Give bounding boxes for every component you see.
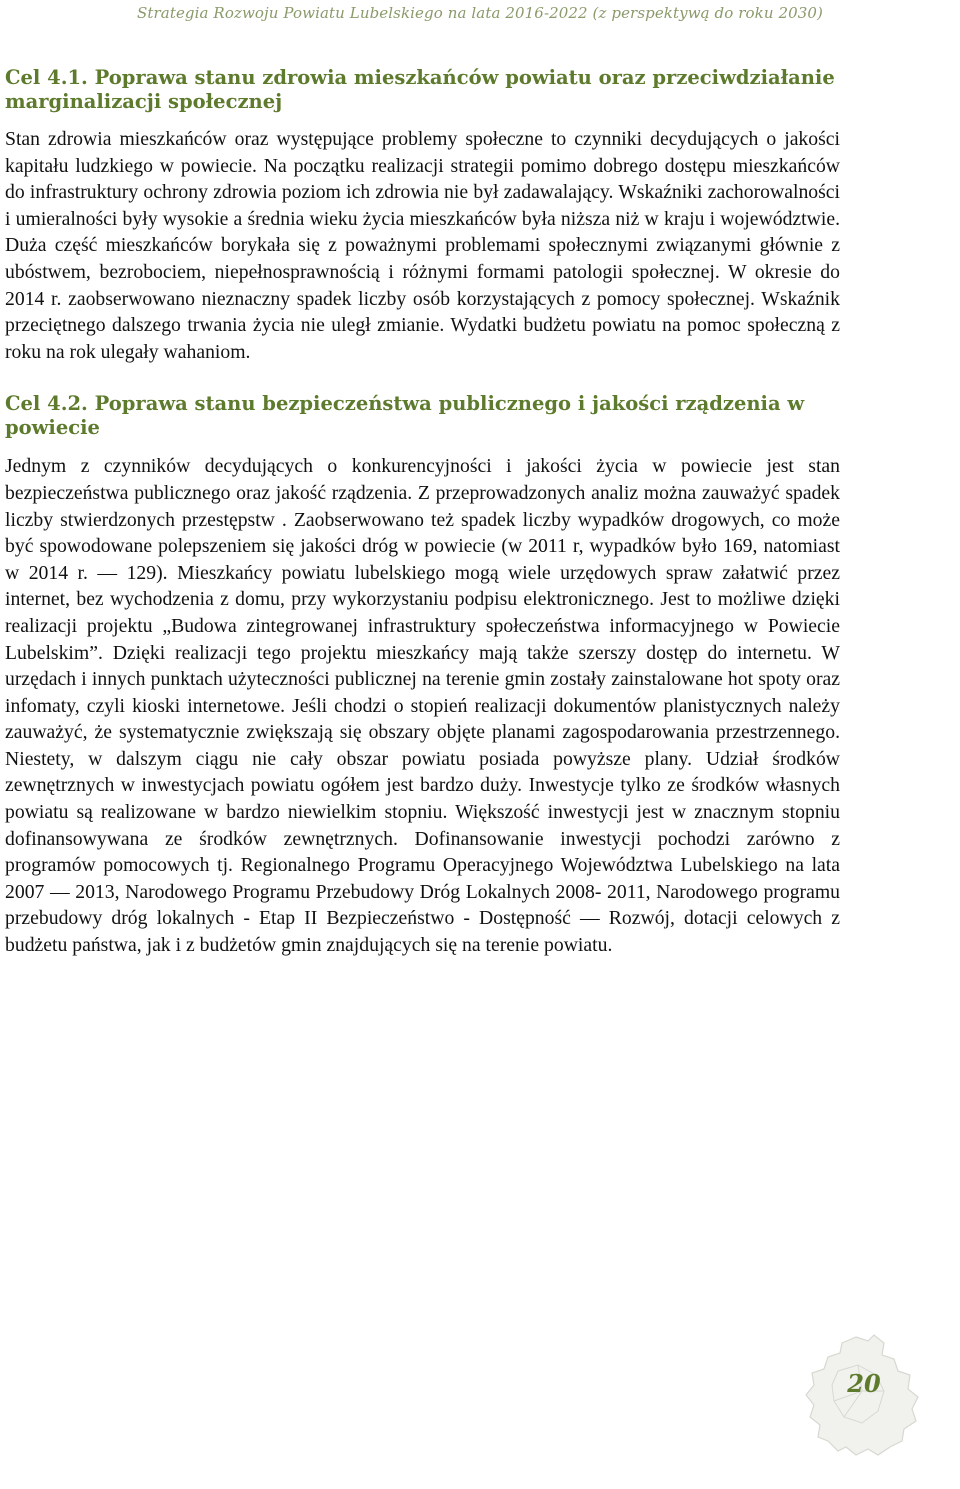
section-code: Cel 4.1.	[5, 66, 88, 89]
running-header: Strategia Rozwoju Powiatu Lubelskiego na lata 2016-2022 (z perspektywą do roku 2030)	[137, 4, 823, 22]
section-paragraph-4-1: Stan zdrowia mieszkańców oraz występujące problemy społeczne to czynniki decydujących o jakości kapitału ludzkiego w powiecie. Na początku realizacji strategii pomimo dobrego dostępu mieszkańców do infrastruktury ochrony zdrowia poziom ich zdrowia nie był zadawalający. Wskaźniki zachorowalności i umieralności były wysokie a średnia wieku życia mieszkańców była niższa niż w kraju i województwie. Duża część mieszkańców borykała się z poważnymi problemami społecznymi związanymi głównie z ubóstwem, bezrobociem, niepełnosprawnością i różnymi formami patologii społecznej. W okresie do 2014 r. zaobserwowano nieznaczny spadek liczby osób korzystających z pomocy społecznej. Wskaźnik przeciętnego dalszego trwania życia nie uległ zmianie. Wydatki budżetu powiatu na pomoc społeczną z roku na rok ulegały wahaniom.	[5, 128, 840, 363]
section-title: Poprawa stanu bezpieczeństwa publicznego i jakości rządzenia w powiecie	[5, 392, 805, 440]
section-code: Cel 4.2.	[5, 392, 88, 416]
page-badge	[798, 1331, 928, 1461]
section-heading-4-2	[5, 392, 840, 440]
section-title: Poprawa stanu zdrowia mieszkańców powiatu oraz przeciwdziałanie marginalizacji społecznej	[5, 66, 835, 113]
document-body	[5, 66, 840, 959]
section-paragraph-4-2: Jednym z czynników decydujących o konkurencyjności i jakości życia w powiecie jest stan bezpieczeństwa publicznego oraz jakość rządzenia. Z przeprowadzonych analiz można zauważyć spadek liczby stwierdzonych przestępstw . Zaobserwowano też spadek liczby wypadków drogowych, co może być spowodowane polepszeniem się jakości dróg w powiecie (w 2011 r, wypadków było 169, natomiast w 2014 r. — 129). Mieszkańcy powiatu lubelskiego mogą wiele urzędowych spraw załatwić przez internet, bez wychodzenia z domu, przy wykorzystaniu podpisu elektronicznego. Jest to możliwe dzięki realizacji projektu „Budowa zintegrowanej infrastruktury społeczeństwa informacyjnego w Powiecie Lubelskim”. Dzięki realizacji tego projektu mieszkańcy mają także szerszy dostęp do internetu. W urzędach i innych punktach użyteczności publicznej na terenie gmin zostały zainstalowane hot spoty oraz infomaty, czyli kioski internetowe. Jeśli chodzi o stopień realizacji dokumentów planistycznych należy zauważyć, że systematycznie zwiększają się obszary objęte planami zagospodarowania przestrzennego. Niestety, w dalszym ciągu nie cały obszar powiatu posiada powyższe plany. Udział środków zewnętrznych w inwestycjach powiatu ogółem jest bardzo duży. Inwestycje tylko ze środków własnych powiatu są realizowane w bardzo niewielkim stopniu. Większość inwestycji jest w znacznym stopniu dofinansowywana ze środków zewnętrznych. Dofinansowanie inwestycji pochodzi zarówno z programów pomocowych tj. Regionalnego Programu Operacyjnego Województwa Lubelskiego na lata 2007 — 2013, Narodowego Programu Przebudowy Dróg Lokalnych 2008- 2011, Narodowego programu przebudowy dróg lokalnych - Etap II Bezpieczeństwo - Dostępność — Rozwój, dotacji celowych z budżetu państwa, jak i z budżetów gmin znajdujących się na terenie powiatu.	[5, 455, 840, 957]
page-number: 20	[847, 1369, 881, 1398]
section-heading-4-1	[5, 66, 840, 114]
